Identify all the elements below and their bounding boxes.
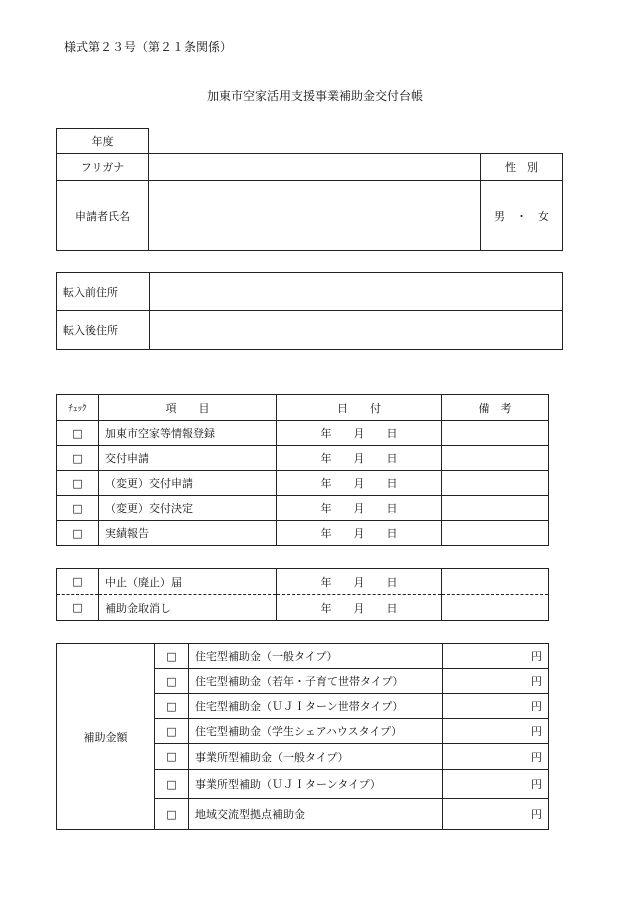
furigana-field[interactable] xyxy=(149,154,481,181)
checkbox[interactable]: □ xyxy=(57,521,99,546)
remarks-field[interactable] xyxy=(442,446,549,471)
checkbox[interactable]: □ xyxy=(57,446,99,471)
amount-item: 地域交流型拠点補助金 xyxy=(189,799,443,830)
gender-options[interactable]: 男 ・ 女 xyxy=(481,181,563,251)
address-before-field[interactable] xyxy=(150,273,563,311)
applicant-table xyxy=(56,128,563,251)
remarks-field[interactable] xyxy=(442,471,549,496)
date-field[interactable]: 年 月 日 xyxy=(277,595,442,621)
date-field[interactable]: 年 月 日 xyxy=(277,471,442,496)
checkbox[interactable]: □ xyxy=(57,471,99,496)
furigana-label: フリガナ xyxy=(57,154,149,181)
process-item: 交付申請 xyxy=(99,446,277,471)
page-title: 加東市空家活用支援事業補助金交付台帳 xyxy=(206,89,423,103)
process-item: 加東市空家等情報登録 xyxy=(99,421,277,446)
amount-field[interactable]: 円 xyxy=(443,694,549,719)
amount-table xyxy=(56,643,549,830)
date-field[interactable]: 年 月 日 xyxy=(277,496,442,521)
gender-label: 性 別 xyxy=(481,154,563,181)
checkbox[interactable]: □ xyxy=(57,595,99,621)
amount-item: 事業所型補助（ＵＪＩターンタイプ） xyxy=(189,770,443,799)
cancel-item: 補助金取消し xyxy=(99,595,277,621)
header-check: ﾁｪｯｸ xyxy=(57,395,99,421)
header-item: 項 目 xyxy=(99,395,277,421)
amount-field[interactable]: 円 xyxy=(443,770,549,799)
checkbox[interactable]: □ xyxy=(57,496,99,521)
process-item: （変更）交付申請 xyxy=(99,471,277,496)
address-table xyxy=(56,272,563,350)
checkbox[interactable]: □ xyxy=(57,569,99,595)
checkbox[interactable]: □ xyxy=(155,744,189,770)
remarks-field[interactable] xyxy=(442,496,549,521)
amount-field[interactable]: 円 xyxy=(443,744,549,770)
date-field[interactable]: 年 月 日 xyxy=(277,421,442,446)
name-field[interactable] xyxy=(149,181,481,251)
address-after-field[interactable] xyxy=(150,311,563,350)
amount-field[interactable]: 円 xyxy=(443,644,549,669)
cancel-table xyxy=(56,568,549,621)
address-after-label: 転入後住所 xyxy=(57,311,150,350)
checkbox[interactable]: □ xyxy=(155,669,189,694)
amount-item: 住宅型補助金（学生シェアハウスタイプ） xyxy=(189,719,443,744)
checkbox[interactable]: □ xyxy=(155,694,189,719)
amount-field[interactable]: 円 xyxy=(443,799,549,830)
checkbox[interactable]: □ xyxy=(155,719,189,744)
form-number: 様式第２３号（第２１条関係） xyxy=(64,40,233,54)
amount-field[interactable]: 円 xyxy=(443,669,549,694)
amount-item: 住宅型補助金（ＵＪＩターン世帯タイプ） xyxy=(189,694,443,719)
year-label: 年度 xyxy=(57,129,149,154)
amount-item: 住宅型補助金（若年・子育て世帯タイプ） xyxy=(189,669,443,694)
checkbox[interactable]: □ xyxy=(155,770,189,799)
header-remarks: 備 考 xyxy=(442,395,549,421)
cancel-item: 中止（廃止）届 xyxy=(99,569,277,595)
remarks-field[interactable] xyxy=(442,421,549,446)
remarks-field[interactable] xyxy=(442,521,549,546)
checkbox[interactable]: □ xyxy=(155,644,189,669)
year-blank xyxy=(149,129,481,154)
amount-field[interactable]: 円 xyxy=(443,719,549,744)
checkbox[interactable]: □ xyxy=(155,799,189,830)
amount-label: 補助金額 xyxy=(57,644,155,830)
process-table xyxy=(56,394,549,546)
amount-item: 住宅型補助金（一般タイプ） xyxy=(189,644,443,669)
process-item: 実績報告 xyxy=(99,521,277,546)
address-before-label: 転入前住所 xyxy=(57,273,150,311)
process-item: （変更）交付決定 xyxy=(99,496,277,521)
date-field[interactable]: 年 月 日 xyxy=(277,569,442,595)
remarks-field[interactable] xyxy=(442,595,549,621)
name-label: 申請者氏名 xyxy=(57,181,149,251)
amount-item: 事業所型補助金（一般タイプ） xyxy=(189,744,443,770)
header-date: 日 付 xyxy=(277,395,442,421)
date-field[interactable]: 年 月 日 xyxy=(277,446,442,471)
checkbox[interactable]: □ xyxy=(57,421,99,446)
year-blank-2 xyxy=(481,129,563,154)
date-field[interactable]: 年 月 日 xyxy=(277,521,442,546)
remarks-field[interactable] xyxy=(442,569,549,595)
